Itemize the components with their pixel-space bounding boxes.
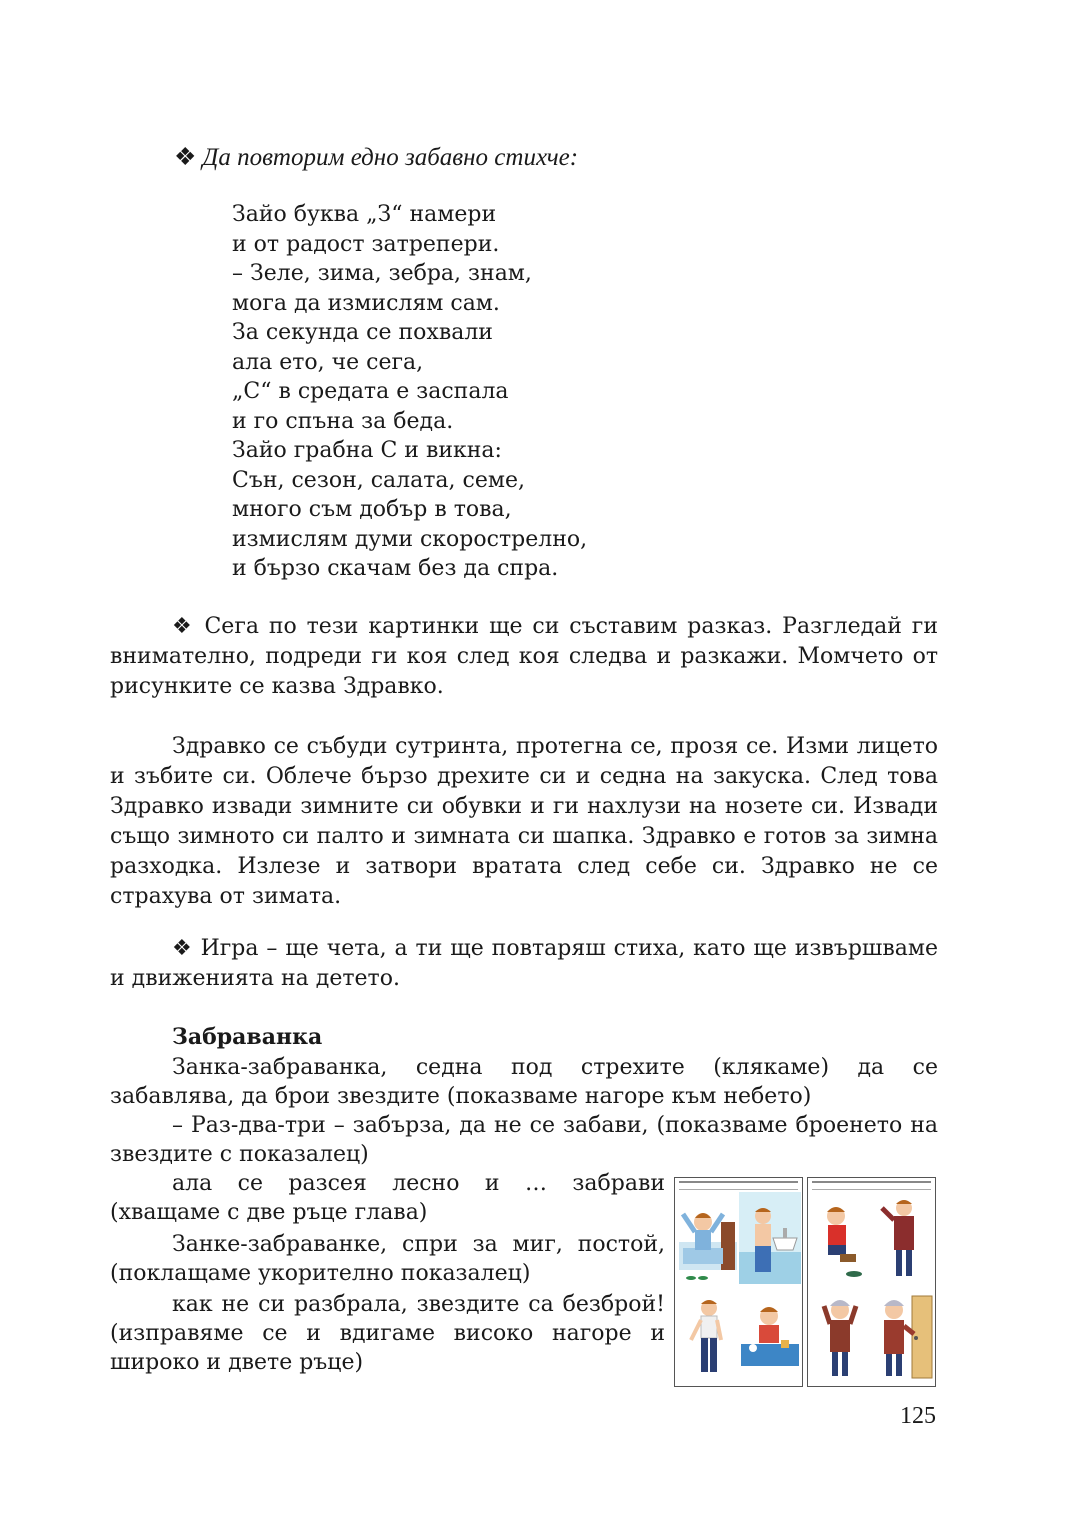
story-paragraph: Здравко се събуди сутринта, протегна се, прозя се. Изми лицето и зъбите си. Облече бързо дрехите си и седна на закуска. След това Здравко извади зимните си обувки и ги нахлузи на нозете си. Извади също зимното си палто и зимната си шапка. Здравко е готов за зимна разходка. Излезе и затвори вратата след себе си. Здравко не се страхува от зимата. [110, 734, 938, 909]
boy-dressing-picture [677, 1290, 739, 1382]
boy-waking-up-picture [677, 1192, 739, 1284]
poem-line: Зайо буква „З“ намери [232, 202, 497, 227]
picture-card-right [807, 1177, 936, 1387]
poem-line: мога да измислям сам. [232, 290, 500, 316]
poem-line: За секунда се похвали [232, 320, 493, 345]
boy-coat-picture [872, 1192, 934, 1284]
game-line: как не си разбрала, звездите са безброй! (изправяме се и вдигаме високо нагоре и широко и двете ръце) [110, 1292, 665, 1375]
boy-door-picture [872, 1290, 934, 1382]
boy-washing-picture [739, 1192, 801, 1284]
picture-card-left [674, 1177, 803, 1387]
sequence-picture-cards [674, 1177, 936, 1387]
poem-line: Сън, сезон, салата, семе, [232, 467, 525, 493]
game-line: Занка-забраванка, седна под стрехите (клякаме) да се забавлява, да брои звездите (показваме нагоре към небето) [110, 1055, 938, 1109]
poem-line: ала ето, че сега, [232, 349, 424, 375]
boy-breakfast-picture [739, 1290, 801, 1382]
game-line: ала се разсея лесно и … забрави (хващаме с две ръце глава) [110, 1171, 665, 1225]
game-title: Забраванка [172, 1024, 323, 1050]
game-task-paragraph: ❖ Игра – ще чета, а ти ще повтаряш стиха, като ще извършваме и движенията на детето. [110, 936, 938, 991]
game-line: – Раз-два-три – забърза, да не се забави, (показваме броенето на звездите с показалец) [110, 1113, 938, 1167]
poem-line: и го спъна за беда. [232, 408, 454, 434]
story-task-paragraph: ❖ Сега по тези картинки ще си съставим разказ. Разгледай ги внимателно, подреди ги коя след коя следва и разкажи. Момчето от рисунките се казва Здравко. [110, 614, 938, 699]
page-number: 125 [900, 1403, 936, 1429]
poem-line: – Зеле, зима, зебра, знам, [232, 261, 532, 286]
poem-line: и от радост затрепери. [232, 231, 500, 257]
poem-line: „С“ в средата е заспала [232, 379, 509, 404]
poem [232, 200, 587, 584]
boy-hat-picture [810, 1290, 872, 1382]
boy-shoes-picture [810, 1192, 872, 1284]
game-line: Занке-забраванке, спри за миг, постой, (поклащаме укорително показалец) [110, 1232, 665, 1286]
poem-line: и бързо скачам без да спра. [232, 556, 559, 581]
diamond-bullet-icon: ❖ [174, 144, 197, 171]
card-caption-line [679, 1181, 798, 1190]
card-caption-line [812, 1181, 931, 1190]
poem-line: много съм добър в това, [232, 497, 512, 522]
poem-line: измислям думи скорострелно, [232, 526, 588, 552]
intro-text: Да повторим едно забавно стихче: [202, 144, 579, 171]
poem-line: Зайо грабна С и викна: [232, 438, 502, 463]
intro-heading [174, 142, 578, 172]
